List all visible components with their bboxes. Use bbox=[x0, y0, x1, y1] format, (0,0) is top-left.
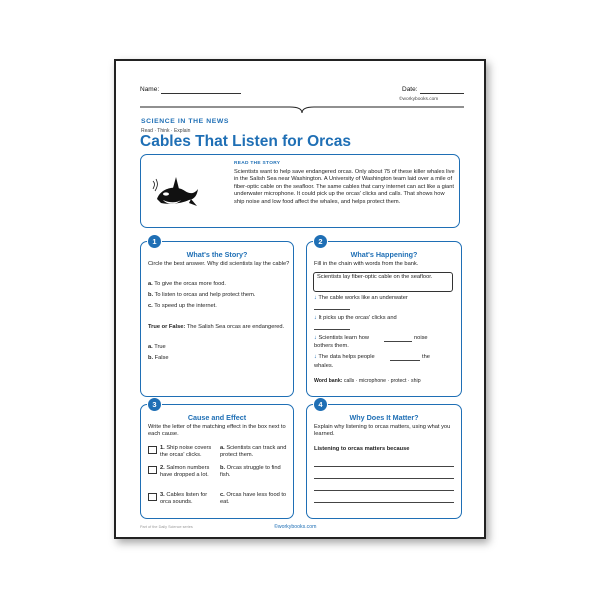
effect-item: a. Scientists can track and protect them. bbox=[220, 445, 287, 459]
writing-line[interactable] bbox=[314, 478, 454, 479]
true-false-question: True or False: The Salish Sea orcas are endangered. bbox=[148, 324, 285, 330]
answer-box[interactable] bbox=[148, 466, 157, 474]
cause-item: 3. Cables listen for orca sounds. bbox=[160, 492, 208, 506]
section-title: Cause and Effect bbox=[187, 413, 247, 422]
answer-box[interactable] bbox=[148, 446, 157, 454]
answer-option[interactable]: b. To listen to orcas and help protect them. bbox=[148, 292, 256, 298]
chain-step: ↓ Scientists learn how bbox=[314, 335, 370, 341]
story-heading: READ THE STORY bbox=[234, 161, 281, 166]
chain-step-cont: bothers them. bbox=[314, 343, 349, 349]
section-title: What's Happening? bbox=[350, 250, 418, 259]
chain-step-end: the bbox=[422, 354, 430, 360]
section-number-badge: 2 bbox=[313, 234, 328, 249]
chain-start-text: Scientists lay fiber-optic cable on the seafloor. bbox=[317, 274, 433, 280]
story-text: Scientists want to help save endangered orcas. Only about 75 of these killer whales live in the Salish Sea near Washington. A University of Washington team laid over a mile of fiber-optic cable on the seafloor. The same cables that carry internet can act like a giant underwater microphone. It could pick up the orcas' clicks and calls. That shows how ship noise and low food affect the whales, and helps protect them. bbox=[234, 169, 455, 205]
answer-blank[interactable] bbox=[314, 309, 350, 310]
section-number-badge: 3 bbox=[147, 397, 162, 412]
question-prompt: Write the letter of the matching effect in the box next to each cause. bbox=[148, 424, 286, 438]
page-title: Cables That Listen for Orcas bbox=[140, 133, 352, 150]
answer-blank[interactable] bbox=[390, 360, 420, 361]
story-box bbox=[140, 154, 460, 228]
writing-line[interactable] bbox=[314, 502, 454, 503]
effect-item: b. Orcas struggle to find fish. bbox=[220, 465, 281, 479]
question-prompt: Explain why listening to orcas matters, using what you learned. bbox=[314, 424, 451, 438]
chain-step-cont: whales. bbox=[314, 363, 334, 369]
section-whats-the-story bbox=[140, 237, 294, 397]
writing-line[interactable] bbox=[314, 466, 454, 467]
chain-step: ↓ The data helps people bbox=[314, 354, 375, 360]
cause-item: 2. Salmon numbers have dropped a lot. bbox=[160, 465, 210, 479]
site-credit: ©workybooks.com bbox=[399, 97, 439, 102]
section-cause-and-effect bbox=[140, 400, 294, 519]
tf-option[interactable]: b. False bbox=[148, 355, 169, 361]
question-prompt: Circle the best answer. Why did scientists lay the cable? bbox=[148, 261, 290, 267]
kicker: SCIENCE IN THE NEWS bbox=[141, 118, 230, 125]
answer-option[interactable]: c. To speed up the internet. bbox=[148, 303, 217, 309]
section-number-badge: 4 bbox=[313, 397, 328, 412]
section-why-does-it-matter bbox=[306, 400, 462, 519]
chain-step: ↓ The cable works like an underwater bbox=[314, 295, 408, 301]
question-prompt: Fill in the chain with words from the bank. bbox=[314, 261, 419, 267]
date-label: Date: bbox=[402, 86, 418, 93]
date-line bbox=[420, 93, 464, 94]
answer-blank[interactable] bbox=[384, 341, 412, 342]
writing-line[interactable] bbox=[314, 490, 454, 491]
name-label: Name: bbox=[140, 86, 160, 93]
footer-site[interactable]: ©workybooks.com bbox=[274, 524, 317, 530]
cause-item: 1. Ship noise covers the orcas' clicks. bbox=[160, 445, 212, 459]
name-line bbox=[161, 93, 241, 94]
chain-step: ↓ It picks up the orcas' clicks and bbox=[314, 315, 397, 321]
section-title: What's the Story? bbox=[186, 250, 248, 259]
header-divider bbox=[140, 104, 464, 114]
effect-item: c. Orcas have less food to eat. bbox=[220, 492, 287, 506]
section-title: Why Does It Matter? bbox=[349, 413, 419, 422]
worksheet-page bbox=[114, 59, 486, 539]
word-bank: Word bank: calls · microphone · protect · ship bbox=[314, 378, 421, 384]
section-number-badge: 1 bbox=[147, 234, 162, 249]
section-whats-happening bbox=[306, 237, 462, 397]
footer-series: Part of the Daily Science series bbox=[140, 525, 193, 529]
tf-option[interactable]: a. True bbox=[148, 344, 166, 350]
answer-blank[interactable] bbox=[314, 329, 350, 330]
answer-option[interactable]: a. To give the orcas more food. bbox=[148, 281, 226, 287]
chain-step-end: noise bbox=[414, 335, 428, 341]
orca-illustration bbox=[151, 173, 201, 213]
answer-box[interactable] bbox=[148, 493, 157, 501]
subtitle: Read · Think · Explain bbox=[141, 128, 191, 134]
sentence-starter: Listening to orcas matters because bbox=[314, 446, 410, 452]
